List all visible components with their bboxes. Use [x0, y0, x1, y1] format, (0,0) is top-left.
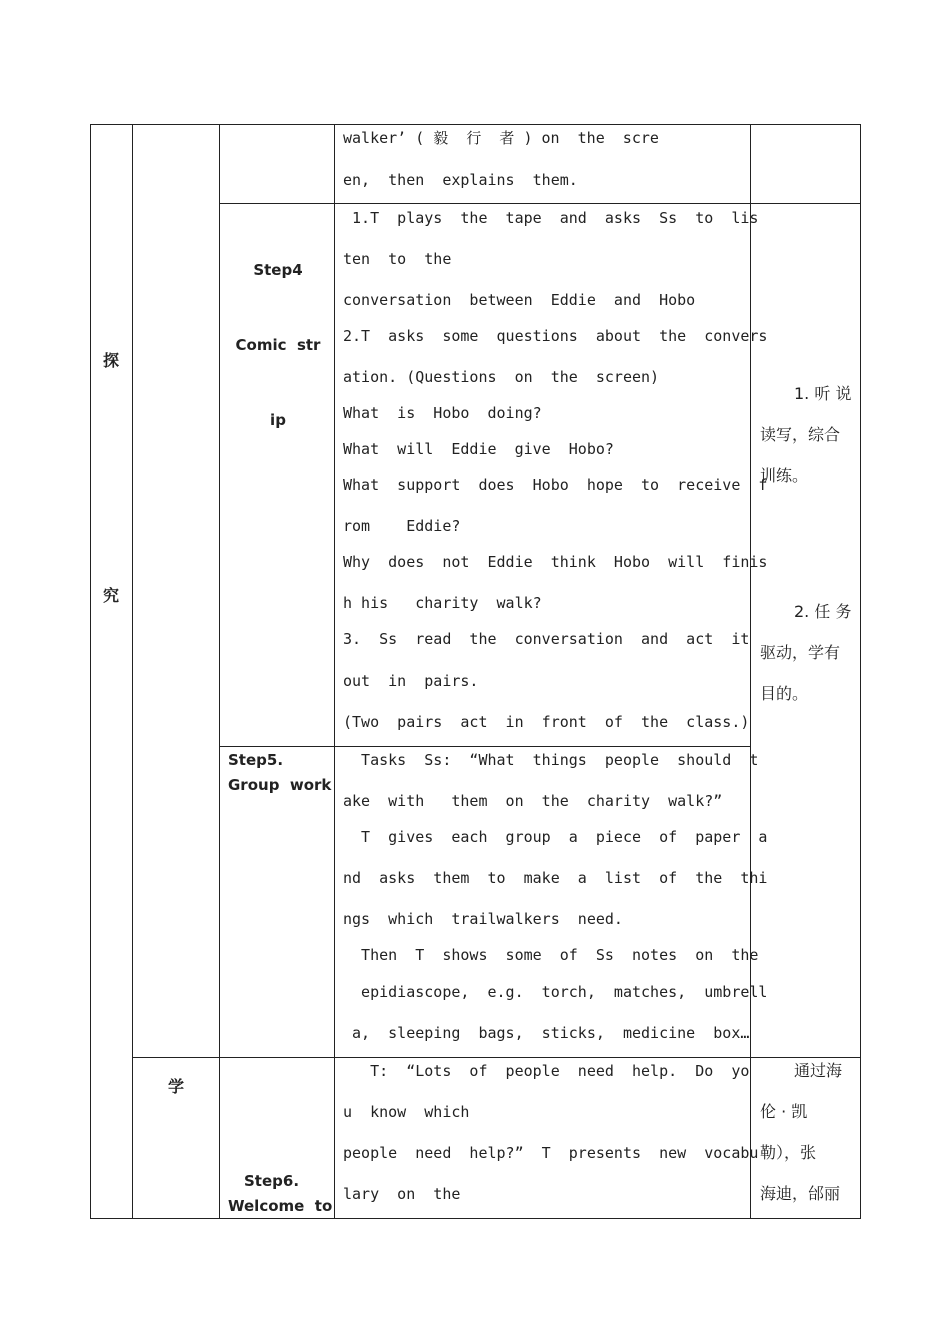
- step4-title-line-1: Step4: [253, 261, 303, 279]
- step4-line-4: 2.T asks some questions about the convers: [343, 327, 768, 345]
- step6-title-line-2: Welcome to: [228, 1197, 333, 1215]
- step5-line-7: epidiascope, e.g. torch, matches, umbrell: [343, 983, 768, 1001]
- step4-line-8: What support does Hobo hope to receive f: [343, 476, 768, 494]
- step6-line-2: u know which: [343, 1103, 470, 1121]
- section-label-tan: 探: [103, 351, 120, 370]
- note-3-line-a: 通过海: [794, 1061, 843, 1080]
- note-1-line-b: 读写，综合: [760, 425, 841, 444]
- note-2-line-b: 驱动，学有: [760, 643, 841, 662]
- table-border-right: [860, 124, 861, 1219]
- section-label-jiu: 究: [103, 586, 120, 605]
- table-border-left: [90, 124, 91, 1219]
- step5-line-4: nd asks them to make a list of the thi: [343, 869, 768, 887]
- step5-line-2: ake with them on the charity walk?”: [343, 792, 723, 810]
- step4-line-1: 1.T plays the tape and asks Ss to lis: [343, 209, 759, 227]
- step4-line-3: conversation between Eddie and Hobo: [343, 291, 696, 309]
- row-divider-2: [219, 746, 751, 747]
- step4-line-2: ten to the: [343, 250, 452, 268]
- step5-line-5: ngs which trailwalkers need.: [343, 910, 623, 928]
- table-border-bottom: [90, 1218, 861, 1219]
- row-divider-3: [132, 1057, 861, 1058]
- step5-title-line-1: Step5.: [228, 751, 284, 769]
- row1-line-2: en, then explains them.: [343, 171, 578, 189]
- step5-line-3: T gives each group a piece of paper a: [343, 828, 768, 846]
- note-1-line-a: 1. 听 说: [794, 384, 852, 403]
- row1-line-1: walker’ ( 毅 行 者 ) on the scre: [343, 129, 659, 147]
- step5-title-line-2: Group work: [228, 776, 332, 794]
- step4-line-6: What is Hobo doing?: [343, 404, 542, 422]
- table-border-top: [90, 124, 861, 125]
- column-divider-1: [132, 124, 133, 1219]
- note-1-line-c: 训练。: [760, 466, 809, 485]
- step4-title-line-3: ip: [270, 411, 286, 429]
- step4-line-14: (Two pairs act in front of the class.): [343, 713, 750, 731]
- step5-line-1: Tasks Ss: “What things people should t: [343, 751, 759, 769]
- note-2-line-a: 2. 任 务: [794, 602, 852, 621]
- column-divider-4: [750, 124, 751, 1219]
- step5-line-6: Then T shows some of Ss notes on the: [343, 946, 759, 964]
- step6-line-3: people need help?” T presents new vocabu: [343, 1144, 759, 1162]
- step4-line-10: Why does not Eddie think Hobo will finis: [343, 553, 768, 571]
- section-label-xue: 学: [168, 1077, 185, 1096]
- column-divider-2: [219, 124, 220, 1219]
- note-3-line-b: 伦 · 凯: [760, 1102, 808, 1121]
- step4-title-line-2: Comic str: [235, 336, 321, 354]
- note-2-line-c: 目的。: [760, 684, 809, 703]
- column-divider-3: [334, 124, 335, 1219]
- note-3-line-d: 海迪，邰丽: [760, 1184, 841, 1203]
- step4-line-12: 3. Ss read the conversation and act it: [343, 630, 750, 648]
- step4-title: [222, 208, 334, 483]
- step5-line-8: a, sleeping bags, sticks, medicine box…: [343, 1024, 750, 1042]
- note-3-line-c: 勒），张: [760, 1143, 817, 1162]
- step6-line-1: T: “Lots of people need help. Do yo: [343, 1062, 750, 1080]
- step4-line-7: What will Eddie give Hobo?: [343, 440, 614, 458]
- step4-line-5: ation. (Questions on the screen): [343, 368, 660, 386]
- step6-line-4: lary on the: [343, 1185, 461, 1203]
- step4-line-11: h his charity walk?: [343, 594, 542, 612]
- step4-line-9: rom Eddie?: [343, 517, 461, 535]
- step6-title-line-1: Step6.: [244, 1172, 300, 1190]
- row-divider-1: [219, 203, 861, 204]
- step4-line-13: out in pairs.: [343, 672, 479, 690]
